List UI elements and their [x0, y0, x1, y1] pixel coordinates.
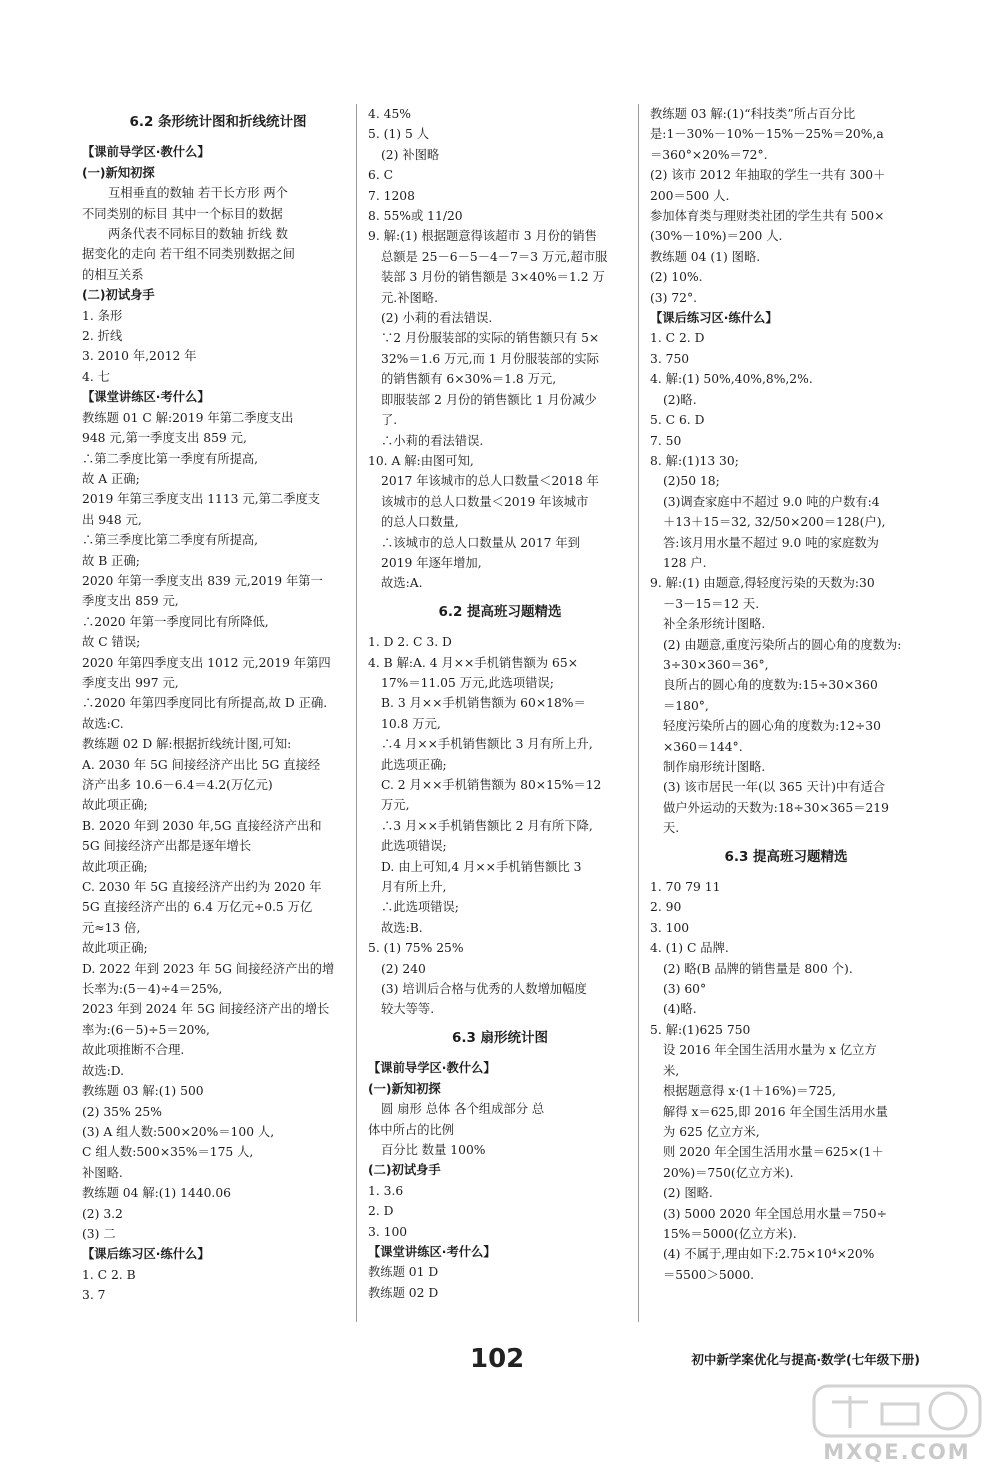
answer-line: 设 2016 年全国生活用水量为 x 亿立方: [663, 1043, 877, 1058]
answer-line: 3. 100: [650, 920, 690, 935]
answer-line: 故选:D.: [82, 1063, 125, 1078]
watermark-logo: [808, 1382, 986, 1464]
answer-line: 出 948 元,: [82, 512, 142, 527]
answer-line: ×360＝144°.: [663, 739, 743, 754]
answer-line: 7. 50: [650, 433, 682, 448]
answer-line: 教练题 02 D: [368, 1285, 439, 1300]
answer-line: ∴2020 年第四季度同比有所提高,故 D 正确.: [82, 696, 328, 711]
answer-line: 圆 扇形 总体 各个组成部分 总: [381, 1102, 545, 1117]
answer-line: ∴该城市的总人口数量从 2017 年到: [381, 535, 580, 550]
answer-line: 4. 七: [82, 369, 110, 384]
answer-line: 季度支出 997 元,: [82, 675, 179, 690]
column-right: [650, 104, 922, 1285]
answer-line: 2020 年第四季度支出 1012 元,2019 年第四: [82, 655, 331, 670]
subsection-heading: (一)新知初探: [82, 165, 155, 180]
answer-line: 故此项正确;: [82, 941, 148, 956]
column-divider: [638, 104, 639, 1322]
answer-line: 教练题 03 解:(1)“科技类”所占百分比: [650, 107, 856, 121]
answer-line: 故此项正确;: [82, 798, 148, 813]
answer-line: (2) 小莉的看法错误.: [381, 311, 493, 326]
answer-line: 此选项正确;: [381, 757, 447, 772]
answer-line: 128 户.: [663, 555, 707, 570]
answer-line: A. 2030 年 5G 间接经济产出比 5G 直接经: [82, 757, 321, 772]
answer-line: (30%－10%)＝200 人.: [650, 229, 783, 244]
answer-line: (2) 10%.: [650, 270, 703, 285]
answer-line: 根据题意得 x·(1＋16%)＝725,: [663, 1084, 836, 1099]
answer-line: 互相垂直的数轴 若干长方形 两个: [108, 186, 288, 201]
answer-line: ∴3 月××手机销售额比 2 月有所下降,: [381, 818, 593, 833]
answer-line: 是:1－30%－10%－15%－25%＝20%,a: [650, 127, 884, 142]
answer-line: B. 3 月××手机销售额为 60×18%＝: [381, 696, 586, 711]
answer-line: ＝5500＞5000.: [663, 1267, 755, 1282]
answer-line: D. 由上可知,4 月××手机销售额比 3: [381, 859, 582, 874]
answer-line: (3) 60°: [663, 982, 707, 997]
answer-line: 6. C: [368, 168, 394, 183]
subsection-heading: 【课后练习区·练什么】: [82, 1247, 210, 1262]
answer-line: 故 A 正确;: [82, 471, 140, 486]
answer-line: 2020 年第一季度支出 839 元,2019 年第一: [82, 573, 323, 588]
answer-line: 5. (1) 5 人: [368, 127, 429, 142]
answer-line: 7. 1208: [368, 188, 415, 203]
answer-line: (3) 二: [82, 1226, 116, 1241]
subsection-heading: (二)初试身手: [82, 288, 155, 303]
answer-line: 季度支出 859 元,: [82, 594, 179, 609]
answer-line: 体中所占的比例: [368, 1122, 455, 1137]
section-title: 6.2 提高班习题精选: [438, 603, 562, 620]
answer-line: 做户外运动的天数为:18÷30×365＝219: [663, 800, 889, 815]
answer-line: 故 C 错误;: [82, 635, 141, 650]
answer-line: (4) 不属于,理由如下:2.75×10⁴×20%: [663, 1247, 875, 1262]
answer-line: 教练题 02 D 解:根据折线统计图,可知:: [82, 737, 292, 752]
answer-line: 了.: [381, 413, 398, 428]
answer-line: D. 2022 年到 2023 年 5G 间接经济产出的增: [82, 961, 335, 976]
answer-line: 1. 70 79 11: [650, 880, 721, 895]
subsection-heading: 【课前导学区·教什么】: [82, 145, 210, 160]
section-title: 6.3 扇形统计图: [451, 1029, 549, 1046]
answer-line: 2019 年逐年增加,: [381, 555, 482, 570]
answer-line: 良所占的圆心角的度数为:15÷30×360: [663, 678, 878, 693]
answer-line: 则 2020 年全国生活用水量＝625×(1＋: [663, 1145, 884, 1160]
answer-line: 较大等等.: [381, 1002, 435, 1017]
answer-line: 元≈13 倍,: [82, 920, 141, 935]
answer-line: 5G 间接经济产出都是逐年增长: [82, 839, 252, 854]
answer-line: (2) 略(B 品牌的销售量是 800 个).: [663, 961, 853, 976]
section-title: 6.3 提高班习题精选: [724, 848, 848, 865]
answer-line: 948 元,第一季度支出 859 元,: [82, 431, 247, 446]
answer-line: 故此项推断不合理.: [82, 1043, 185, 1058]
answer-line: 10.8 万元,: [381, 716, 441, 731]
answer-line: 教练题 04 (1) 图略.: [650, 249, 761, 264]
answer-line: 万元,: [381, 798, 410, 813]
answer-line: 为 625 亿立方米,: [663, 1124, 760, 1139]
subsection-heading: 【课前导学区·教什么】: [368, 1061, 496, 1076]
answer-line: ∴此选项错误;: [381, 900, 459, 915]
answer-line: ＝180°,: [663, 698, 709, 713]
answer-line: (3) 5000 2020 年全国总用水量＝750÷: [663, 1206, 887, 1221]
answer-line: 3. 750: [650, 351, 690, 366]
column-divider: [356, 104, 357, 1322]
answer-line: 的销售额有 6×30%＝1.8 万元,: [381, 372, 557, 387]
answer-line: (3) 该市居民一年(以 365 天计)中有适合: [663, 780, 886, 795]
answer-line: (2) 3.2: [82, 1206, 123, 1221]
answer-line: 故选:C.: [82, 716, 124, 731]
answer-line: 9. 解:(1) 由题意,得轻度污染的天数为:30: [650, 576, 875, 591]
answer-line: 5. 解:(1)625 750: [650, 1022, 751, 1037]
answer-line: 2. D: [368, 1204, 394, 1219]
answer-line: ∴2020 年第一季度同比有所降低,: [82, 614, 269, 629]
answer-line: 32%＝1.6 万元,而 1 月份服装部的实际: [381, 351, 599, 366]
answer-line: 装部 3 月份的销售额是 3×40%＝1.2 万: [381, 270, 605, 285]
answer-line: 故选:B.: [381, 920, 423, 935]
answer-line: 据变化的走向 若干组不同类别数据之间: [82, 247, 295, 262]
subsection-heading: 【课堂讲练区·考什么】: [368, 1244, 496, 1259]
answer-line: 3. 7: [82, 1288, 106, 1303]
column-middle: [368, 104, 632, 1303]
answer-line: (2) 补图略: [381, 147, 440, 162]
answer-line: 1. D 2. C 3. D: [368, 635, 452, 650]
answer-line: ∴第三季度比第二季度有所提高,: [82, 533, 259, 548]
answer-line: 20%)＝750(亿立方米).: [663, 1165, 794, 1180]
answer-line: C. 2030 年 5G 直接经济产出约为 2020 年: [82, 880, 322, 895]
answer-line: 两条代表不同标目的数轴 折线 数: [108, 227, 288, 242]
answer-line: 2. 90: [650, 900, 682, 915]
answer-line: (3) A 组人数:500×20%＝100 人,: [82, 1124, 275, 1139]
answer-line: 2023 年到 2024 年 5G 间接经济产出的增长: [82, 1002, 330, 1017]
answer-line: 1. C 2. D: [650, 331, 705, 346]
answer-line: 月有所上升,: [381, 880, 447, 895]
answer-line: C 组人数:500×35%＝175 人,: [82, 1145, 254, 1160]
answer-line: 15%＝5000(亿立方米).: [663, 1226, 797, 1241]
answer-line: 9. 解:(1) 根据题意得该超市 3 月份的销售: [368, 229, 597, 244]
answer-line: 5. (1) 75% 25%: [368, 941, 464, 956]
column-left: [82, 104, 354, 1306]
answer-line: 200＝500 人.: [650, 188, 730, 203]
answer-line: 的相互关系: [82, 267, 144, 282]
answer-line: (4)略.: [663, 1002, 697, 1017]
answer-line: (2)略.: [663, 392, 697, 407]
answer-line: 的总人口数量,: [381, 515, 459, 530]
answer-line: 总额是 25－6－5－4－7＝3 万元,超市服: [381, 249, 608, 264]
answer-line: 解得 x＝625,即 2016 年全国生活用水量: [663, 1104, 888, 1119]
answer-line: ∴小莉的看法错误.: [381, 433, 484, 448]
answer-line: 2017 年该城市的总人口数量＜2018 年: [381, 474, 599, 489]
watermark-badge-icon: [808, 1382, 986, 1442]
answer-line: 百分比 数量 100%: [381, 1142, 486, 1157]
answer-line: (3) 培训后合格与优秀的人数增加幅度: [381, 982, 587, 997]
answer-line: 教练题 03 解:(1) 500: [82, 1084, 204, 1099]
subsection-heading: 【课堂讲练区·考什么】: [82, 390, 210, 405]
answer-line: 5G 直接经济产出的 6.4 万亿元÷0.5 万亿: [82, 900, 313, 915]
watermark-text: MXQE.COM: [823, 1440, 971, 1464]
answer-line: ∵2 月份服装部的实际的销售额只有 5×: [381, 331, 600, 346]
answer-line: (2) 图略.: [663, 1186, 713, 1201]
book-title-footer: 初中新学案优化与提高·数学(七年级下册): [691, 1352, 920, 1367]
answer-line: 3. 100: [368, 1224, 408, 1239]
answer-line: (2) 该市 2012 年抽取的学生一共有 300＋: [650, 168, 886, 183]
answer-line: 8. 解:(1)13 30;: [650, 453, 739, 468]
answer-line: 教练题 01 D: [368, 1265, 439, 1280]
answer-line: 2019 年第三季度支出 1113 元,第二季度支: [82, 492, 321, 507]
answer-line: 2. 折线: [82, 329, 123, 344]
answer-line: 制作扇形统计图略.: [663, 760, 766, 774]
answer-line: (3) 72°.: [650, 290, 698, 305]
answer-line: 4. 解:(1) 50%,40%,8%,2%.: [650, 372, 813, 387]
answer-line: 元.补图略.: [381, 290, 439, 305]
answer-line: 率为:(6－5)÷5＝20%,: [82, 1022, 210, 1037]
answer-line: 10. A 解:由图可知,: [368, 453, 474, 468]
answer-line: 参加体育类与理财类社团的学生共有 500×: [650, 209, 885, 224]
answer-line: 8. 55%或 11/20: [368, 209, 463, 224]
answer-line: (3)调查家庭中不超过 9.0 吨的户数有:4: [663, 494, 880, 509]
subsection-heading: (二)初试身手: [368, 1163, 441, 1178]
answer-line: ＝360°×20%＝72°.: [650, 147, 768, 162]
answer-line: 教练题 01 C 解:2019 年第二季度支出: [82, 410, 294, 425]
answer-line: (2) 35% 25%: [82, 1104, 162, 1119]
answer-line: 教练题 04 解:(1) 1440.06: [82, 1186, 231, 1201]
answer-line: 此选项错误;: [381, 839, 447, 854]
answer-line: 4. B 解:A. 4 月××手机销售额为 65×: [368, 655, 579, 670]
answer-line: 3÷30×360＝36°,: [663, 657, 769, 672]
answer-line: ＋13＋15＝32, 32/50×200＝128(户),: [663, 515, 886, 530]
answer-line: 故选:A.: [381, 576, 423, 591]
answer-line: ∴第二季度比第一季度有所提高,: [82, 451, 259, 466]
answer-line: 1. 3.6: [368, 1183, 404, 1198]
answer-line: B. 2020 年到 2030 年,5G 直接经济产出和: [82, 818, 322, 833]
answer-line: 米,: [663, 1063, 680, 1078]
answer-line: 天.: [663, 821, 680, 836]
answer-line: 17%＝11.05 万元,此选项错误;: [381, 675, 554, 690]
answer-line: 4. 45%: [368, 107, 411, 121]
answer-line: 答:该月用水量不超过 9.0 吨的家庭数为: [663, 535, 879, 550]
answer-line: C. 2 月××手机销售额为 80×15%＝12: [381, 778, 602, 792]
answer-line: 1. C 2. B: [82, 1267, 136, 1282]
answer-line: 轻度污染所占的圆心角的度数为:12÷30: [663, 719, 881, 734]
subsection-heading: (一)新知初探: [368, 1081, 441, 1096]
answer-line: 5. C 6. D: [650, 413, 705, 428]
answer-line: 不同类别的标目 其中一个标目的数据: [82, 206, 283, 221]
answer-line: 补图略.: [82, 1165, 123, 1180]
subsection-heading: 【课后练习区·练什么】: [650, 311, 778, 326]
answer-line: 长率为:(5－4)÷4＝25%,: [82, 982, 223, 997]
answer-line: 即服装部 2 月份的销售额比 1 月份减少: [381, 392, 597, 407]
answer-line: 补全条形统计图略.: [663, 617, 766, 632]
answer-line: 故 B 正确;: [82, 553, 140, 568]
answer-line: 该城市的总人口数量＜2019 年该城市: [381, 494, 589, 509]
answer-line: 3. 2010 年,2012 年: [82, 349, 197, 364]
answer-line: －3－15＝12 天.: [663, 596, 760, 611]
page-number: 102: [470, 1344, 525, 1374]
answer-line: (2)50 18;: [663, 474, 720, 489]
answer-line: (2) 240: [381, 961, 426, 976]
section-title: 6.2 条形统计图和折线统计图: [129, 114, 307, 130]
answer-line: ∴4 月××手机销售额比 3 月有所上升,: [381, 737, 593, 752]
answer-line: (2) 由题意,重度污染所占的圆心角的度数为:: [663, 637, 902, 652]
answer-line: 济产出多 10.6－6.4＝4.2(万亿元): [82, 778, 273, 792]
answer-line: 故此项正确;: [82, 859, 148, 874]
answer-line: 1. 条形: [82, 308, 123, 323]
answer-line: 4. (1) C 品牌.: [650, 941, 729, 956]
